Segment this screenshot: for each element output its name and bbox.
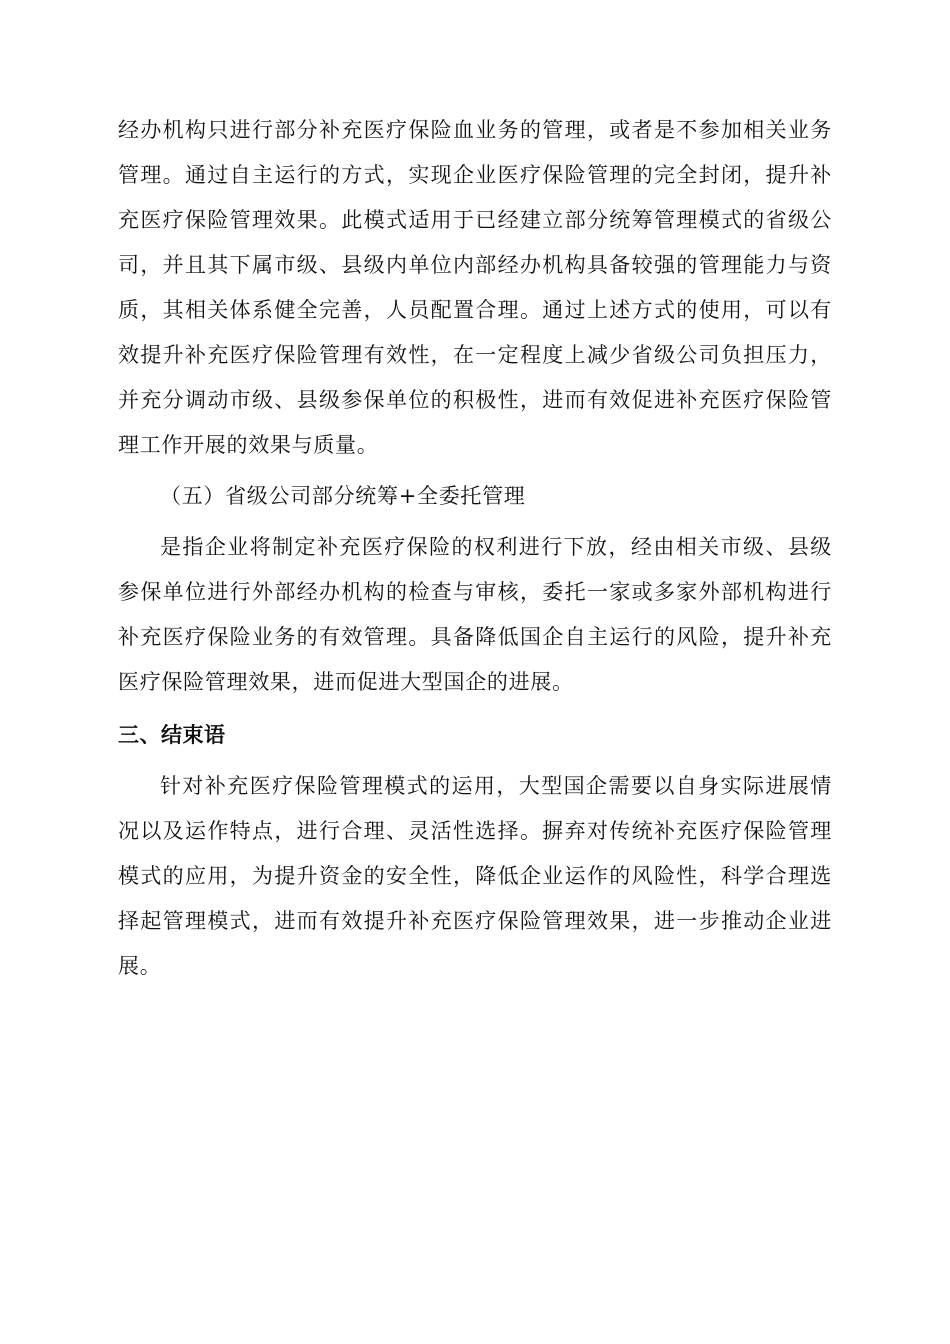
section-heading-conclusion: 三、结束语 — [118, 723, 226, 747]
paragraph-definition: 是指企业将制定补充医疗保险的权利进行下放，经由相关市级、县级参保单位进行外部经办机构的检查与审核，委托一家或多家外部机构进行补充医疗保险业务的有效管理。具备降低国企自主运行的风险，提升补充医疗保险管理效果，进而促进大型国企的进展。 — [118, 535, 832, 694]
subheading-five: （五）省级公司部分统筹+全委托管理 — [160, 484, 526, 508]
paragraph-continuation: 经办机构只进行部分补充医疗保险血业务的管理，或者是不参加相关业务管理。通过自主运行的方式，实现企业医疗保险管理的完全封闭，提升补充医疗保险管理效果。此模式适用于已经建立部分统筹管理模式的省级公司，并且其下属市级、县级内单位内部经办机构具备较强的管理能力与资质，其相关体系健全完善，人员配置合理。通过上述方式的使用，可以有效提升补充医疗保险管理有效性，在一定程度上减少省级公司负担压力，并充分调动市级、县级参保单位的积极性，进而有效促进补充医疗保险管理工作开展的效果与质量。 — [118, 118, 832, 457]
paragraph-conclusion: 针对补充医疗保险管理模式的运用，大型国企需要以自身实际进展情况以及运作特点，进行合理、灵活性选择。摒弃对传统补充医疗保险管理模式的应用，为提升资金的安全性，降低企业运作的风险性，科学合理选择起管理模式，进而有效提升补充医疗保险管理效果，进一步推动企业进展。 — [118, 774, 832, 978]
document-body — [118, 108, 832, 989]
